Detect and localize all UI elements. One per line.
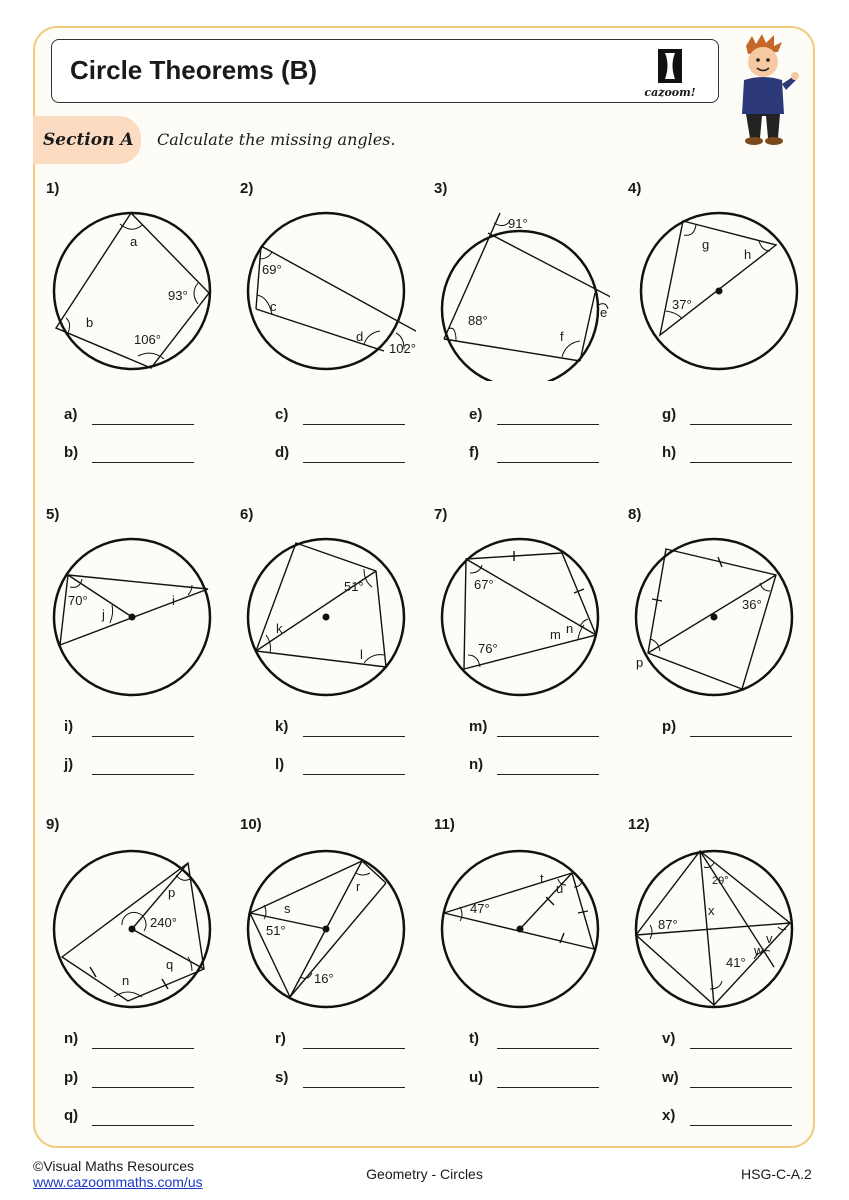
- question-number: 11): [434, 816, 455, 833]
- mascot-boy-icon: [728, 32, 800, 148]
- angle-label: a: [130, 234, 138, 249]
- answer-field[interactable]: q): [64, 1107, 194, 1129]
- angle-label: i: [172, 593, 175, 608]
- angle-label: f: [560, 329, 564, 344]
- footer-topic: Geometry - Circles: [366, 1166, 483, 1182]
- page-title: Circle Theorems (B): [70, 55, 318, 85]
- logo-text: cazoom!: [644, 86, 696, 99]
- answer-field[interactable]: m): [469, 718, 599, 740]
- copyright-text: ©Visual Maths Resources: [33, 1158, 195, 1174]
- answer-field[interactable]: n): [64, 1030, 194, 1052]
- angle-label: p: [636, 655, 644, 670]
- angle-label: 51°: [344, 579, 364, 594]
- instruction-text: Calculate the missing angles.: [157, 130, 396, 149]
- angle-label: t: [540, 871, 544, 886]
- circle-diagram-6: [236, 527, 416, 707]
- angle-label: 16°: [314, 971, 334, 986]
- angle-label: b: [86, 315, 94, 330]
- circle-diagram-3: [430, 201, 610, 381]
- circle-diagram-1: [42, 201, 222, 381]
- angle-label: n: [566, 621, 574, 636]
- angle-label: v: [766, 931, 773, 946]
- answer-field[interactable]: a): [64, 406, 194, 428]
- angle-label: g: [702, 237, 710, 252]
- angle-label: 37°: [672, 297, 692, 312]
- circle-diagram-11: [430, 839, 610, 1019]
- angle-label: d: [356, 329, 364, 344]
- answer-field[interactable]: g): [662, 406, 792, 428]
- angle-label: u: [556, 881, 564, 896]
- circle-diagram-7: [430, 527, 610, 707]
- answer-field[interactable]: j): [64, 756, 194, 778]
- angle-label: 88°: [468, 313, 488, 328]
- answer-field[interactable]: u): [469, 1069, 599, 1091]
- answer-field[interactable]: i): [64, 718, 194, 740]
- circle-diagram-4: [624, 201, 804, 381]
- question-number: 8): [628, 506, 642, 523]
- angle-label: 29°: [712, 875, 729, 887]
- question-number: 10): [240, 816, 262, 833]
- angle-label: c: [270, 299, 277, 314]
- angle-label: 87°: [658, 917, 678, 932]
- angle-label: p: [168, 885, 176, 900]
- angle-label: 69°: [262, 262, 282, 277]
- circle-diagram-10: [236, 839, 416, 1019]
- angle-label: 106°: [134, 332, 161, 347]
- angle-label: s: [284, 901, 291, 916]
- circle-diagram-5: [42, 527, 222, 707]
- answer-field[interactable]: p): [662, 718, 792, 740]
- circle-diagram-12: [624, 839, 804, 1019]
- question-number: 2): [240, 180, 254, 197]
- answer-field[interactable]: n): [469, 756, 599, 778]
- answer-field[interactable]: d): [275, 444, 405, 466]
- angle-label: j: [102, 607, 105, 622]
- angle-label: r: [356, 879, 361, 894]
- question-number: 9): [46, 816, 60, 833]
- answer-field[interactable]: e): [469, 406, 599, 428]
- answer-field[interactable]: f): [469, 444, 599, 466]
- angle-label: 102°: [389, 341, 416, 356]
- question-number: 12): [628, 816, 650, 833]
- angle-label: q: [166, 957, 174, 972]
- answer-field[interactable]: r): [275, 1030, 405, 1052]
- question-number: 4): [628, 180, 642, 197]
- angle-label: h: [744, 247, 752, 262]
- answer-field[interactable]: h): [662, 444, 792, 466]
- answer-field[interactable]: v): [662, 1030, 792, 1052]
- answer-field[interactable]: l): [275, 756, 405, 778]
- answer-field[interactable]: c): [275, 406, 405, 428]
- angle-label: 41°: [726, 955, 746, 970]
- angle-label: 91°: [508, 216, 528, 231]
- answer-field[interactable]: b): [64, 444, 194, 466]
- angle-label: 36°: [742, 597, 762, 612]
- angle-label: 47°: [470, 901, 490, 916]
- footer-code: HSG-C-A.2: [741, 1166, 812, 1182]
- answer-field[interactable]: s): [275, 1069, 405, 1091]
- answer-field[interactable]: k): [275, 718, 405, 740]
- angle-label: 67°: [474, 577, 494, 592]
- angle-label: x: [708, 903, 715, 918]
- angle-label: 76°: [478, 641, 498, 656]
- website-link[interactable]: www.cazoommaths.com/us: [33, 1174, 203, 1190]
- question-number: 1): [46, 180, 60, 197]
- answer-field[interactable]: x): [662, 1107, 792, 1129]
- question-number: 7): [434, 506, 448, 523]
- angle-label: k: [276, 621, 283, 636]
- angle-label: l: [360, 647, 363, 662]
- circle-diagram-2: [236, 201, 416, 381]
- angle-label: m: [550, 627, 561, 642]
- angle-label: e: [600, 305, 608, 320]
- answer-field[interactable]: w): [662, 1069, 792, 1091]
- angle-label: 51°: [266, 923, 286, 938]
- answer-field[interactable]: t): [469, 1030, 599, 1052]
- circle-diagram-8: [624, 527, 804, 707]
- question-number: 5): [46, 506, 60, 523]
- circle-diagram-9: [42, 839, 222, 1019]
- angle-label: 93°: [168, 288, 188, 303]
- angle-label: n: [122, 973, 130, 988]
- angle-label: 70°: [68, 593, 88, 608]
- angle-label: 240°: [150, 915, 177, 930]
- question-number: 6): [240, 506, 254, 523]
- answer-field[interactable]: p): [64, 1069, 194, 1091]
- question-number: 3): [434, 180, 448, 197]
- section-label: Section A: [43, 130, 134, 150]
- angle-label: w: [754, 943, 764, 958]
